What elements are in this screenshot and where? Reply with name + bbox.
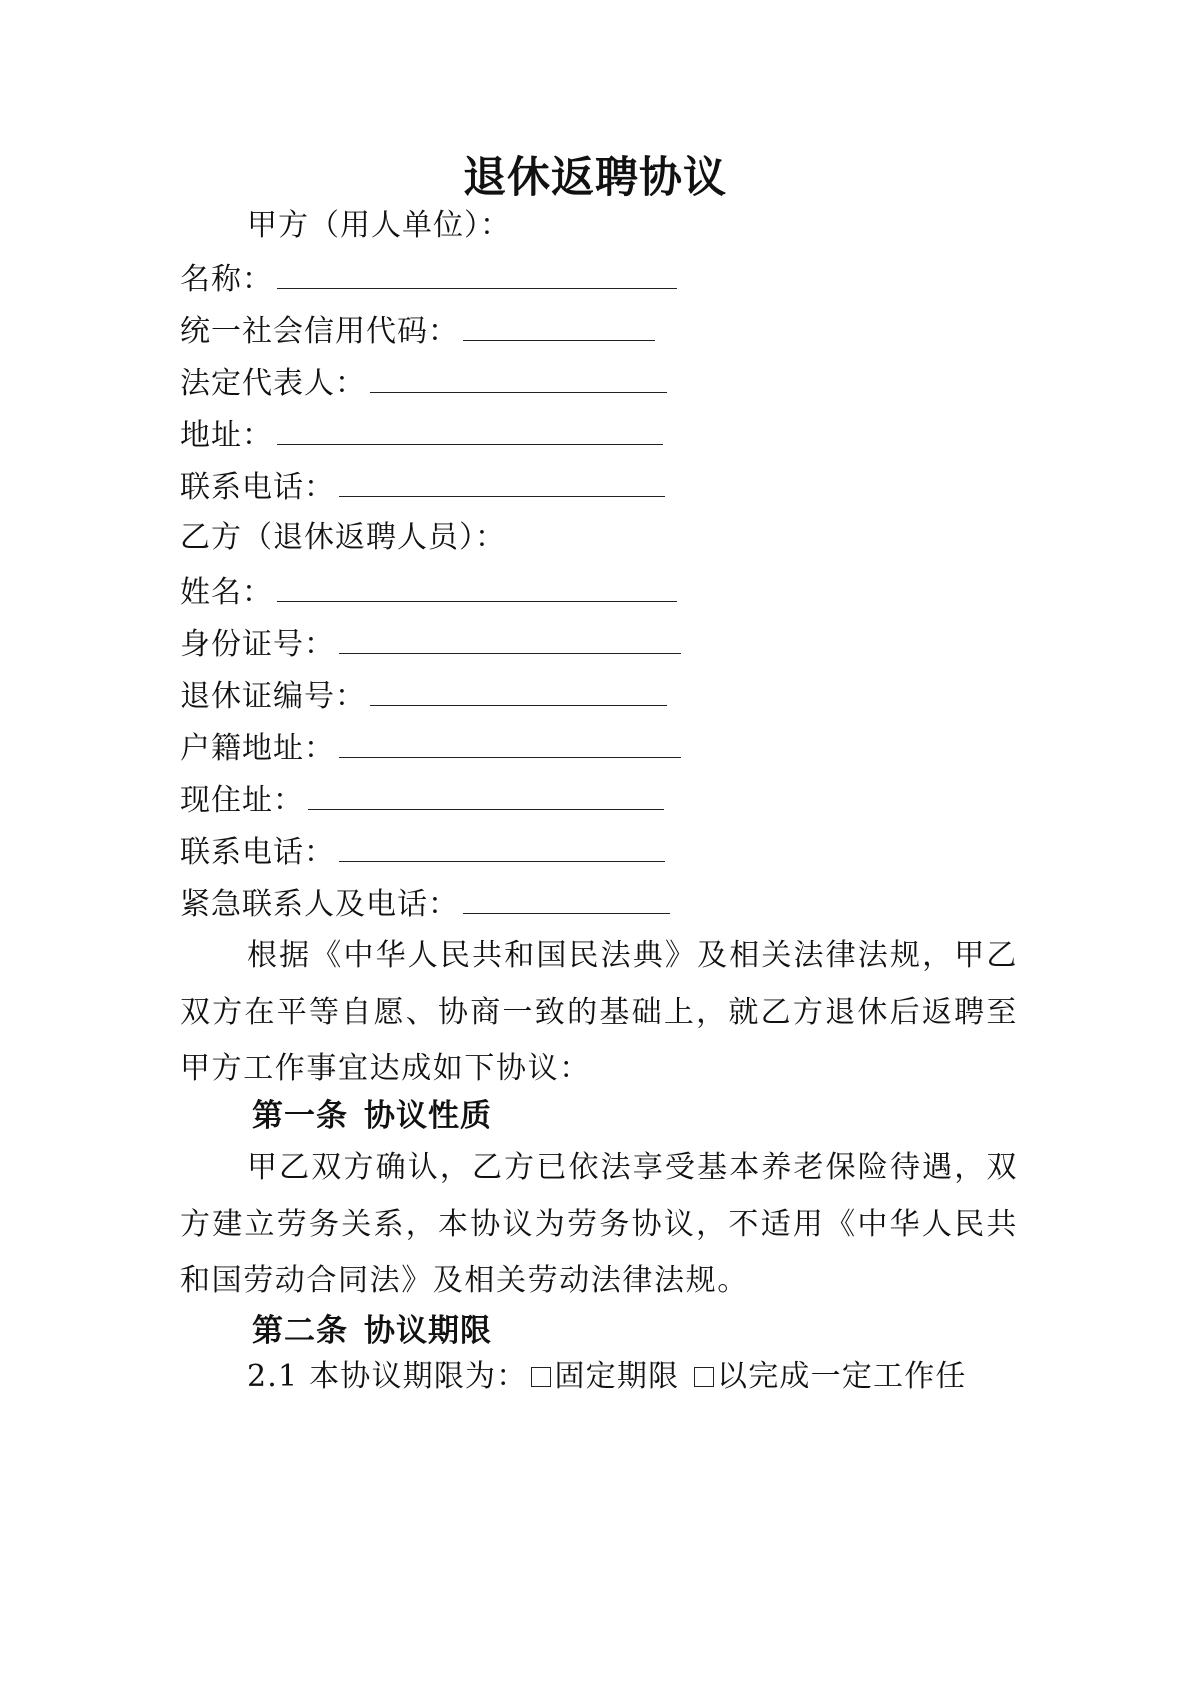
- article-1-paragraph: 甲乙双方确认，乙方已依法享受基本养老保险待遇，双方建立劳务关系，本协议为劳务协议，不适用《中华人民共和国劳动合同法》及相关劳动法律法规。: [180, 1150, 1018, 1298]
- party-a-credit-code-blank[interactable]: [463, 310, 655, 341]
- clause-2-1: [247, 1357, 967, 1397]
- party-a-phone-row: [180, 466, 665, 508]
- party-b-household-address-blank[interactable]: [339, 727, 681, 758]
- party-b-name-label: 姓名：: [180, 575, 273, 610]
- party-a-name-row: [180, 258, 677, 300]
- task-based-term-checkbox[interactable]: [694, 1367, 714, 1387]
- party-b-retirement-cert-label: 退休证编号：: [180, 679, 366, 714]
- party-b-retirement-cert-row: [180, 675, 667, 717]
- party-a-credit-code-row: [180, 310, 655, 352]
- clause-2-1-number: 2.1: [247, 1359, 299, 1394]
- party-b-household-address-row: [180, 727, 681, 769]
- party-b-current-address-blank[interactable]: [308, 779, 664, 810]
- party-b-emergency-contact-row: [180, 883, 670, 925]
- party-a-address-row: [180, 414, 663, 456]
- party-b-heading: 乙方（退休返聘人员）：: [180, 520, 506, 555]
- party-a-legal-rep-blank[interactable]: [370, 362, 667, 393]
- party-b-phone-label: 联系电话：: [180, 835, 335, 870]
- clause-2-1-prefix: 本协议期限为：: [309, 1359, 528, 1394]
- fixed-term-checkbox[interactable]: [531, 1367, 551, 1387]
- document-title: 退休返聘协议: [463, 153, 727, 203]
- article-1-title: 协议性质: [364, 1098, 492, 1134]
- party-a-legal-rep-label: 法定代表人：: [180, 366, 366, 401]
- party-b-phone-row: [180, 831, 665, 873]
- party-a-phone-label: 联系电话：: [180, 470, 335, 505]
- party-b-name-row: [180, 571, 677, 613]
- party-a-address-blank[interactable]: [277, 414, 663, 445]
- party-b-id-label: 身份证号：: [180, 627, 335, 662]
- party-a-legal-rep-row: [180, 362, 667, 404]
- party-a-address-label: 地址：: [180, 418, 273, 453]
- party-b-retirement-cert-blank[interactable]: [370, 675, 667, 706]
- task-based-term-option-label: 以完成一定工作任: [717, 1359, 967, 1394]
- article-2-number: 第二条: [252, 1313, 348, 1349]
- party-b-current-address-row: [180, 779, 664, 821]
- party-a-name-blank[interactable]: [277, 258, 677, 289]
- article-2-title: 协议期限: [364, 1313, 492, 1349]
- party-a-name-label: 名称：: [180, 262, 273, 297]
- party-b-emergency-contact-label: 紧急联系人及电话：: [180, 887, 459, 922]
- party-b-emergency-contact-blank[interactable]: [463, 883, 670, 914]
- party-b-id-blank[interactable]: [339, 623, 681, 654]
- article-1-heading: [252, 1094, 492, 1138]
- party-b-household-address-label: 户籍地址：: [180, 731, 335, 766]
- party-b-id-row: [180, 623, 681, 665]
- party-b-phone-blank[interactable]: [339, 831, 665, 862]
- preamble-paragraph: 根据《中华人民共和国民法典》及相关法律法规，甲乙双方在平等自愿、协商一致的基础上，就乙方退休后返聘至甲方工作事宜达成如下协议：: [180, 938, 1018, 1086]
- party-a-heading: 甲方（用人单位）：: [247, 208, 511, 243]
- article-2-heading: [252, 1309, 492, 1353]
- party-b-name-blank[interactable]: [277, 571, 677, 602]
- article-1-number: 第一条: [252, 1098, 348, 1134]
- party-b-current-address-label: 现住址：: [180, 783, 304, 818]
- fixed-term-option-label: 固定期限: [554, 1359, 680, 1394]
- party-a-credit-code-label: 统一社会信用代码：: [180, 314, 459, 349]
- party-a-phone-blank[interactable]: [339, 466, 665, 497]
